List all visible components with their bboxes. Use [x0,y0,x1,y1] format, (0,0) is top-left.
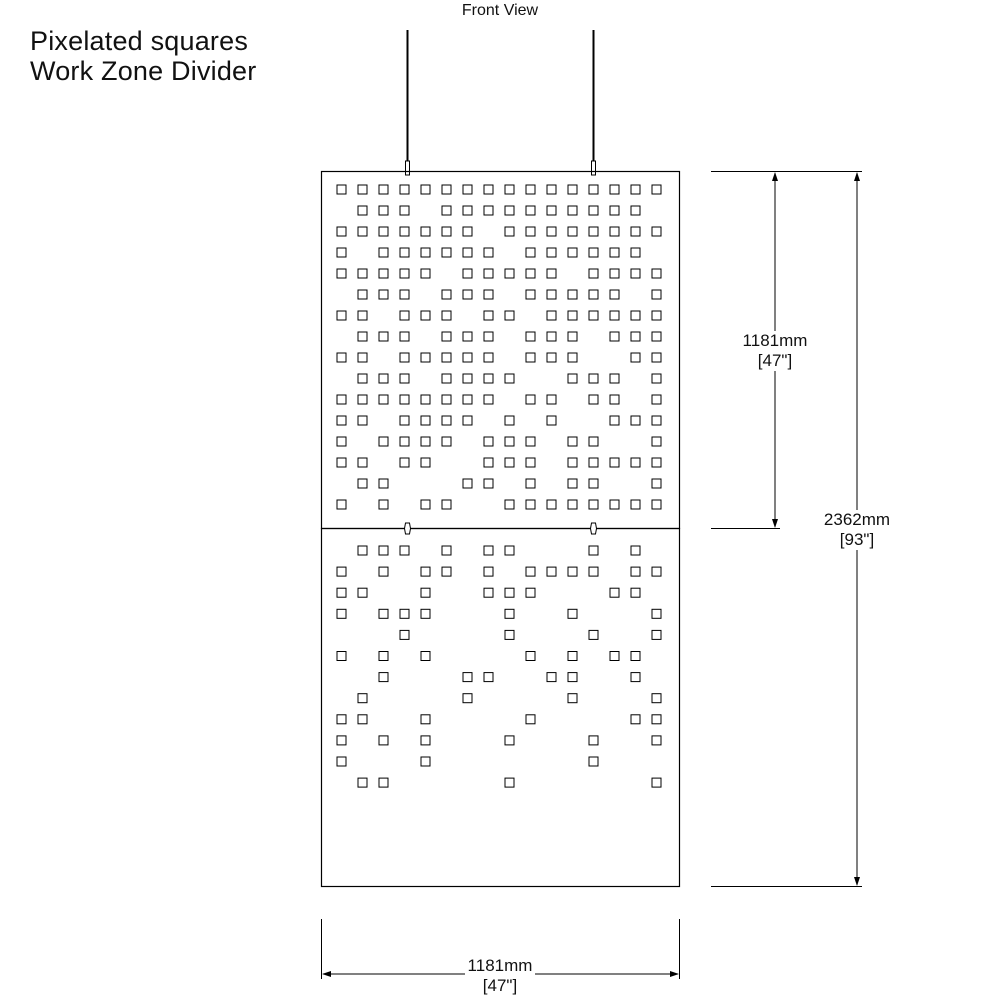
perforation-square [421,500,430,509]
perforation-square [463,185,472,194]
perforation-square [568,652,577,661]
perforation-square [484,290,493,299]
perforation-square [379,374,388,383]
perforation-square [610,416,619,425]
perforation-square [421,185,430,194]
perforation-square [337,227,346,236]
perforation-square [568,673,577,682]
perforation-square [610,290,619,299]
perforation-square [358,546,367,555]
perforation-square [400,546,409,555]
perforation-square [547,227,556,236]
perforation-square [652,395,661,404]
perforation-square [337,395,346,404]
perforation-square [589,736,598,745]
upper-panel-squares [337,185,661,509]
title-line-1: Pixelated squares [30,26,249,56]
perforation-square [442,567,451,576]
dim-width-arrow-right [670,971,679,977]
perforation-square [400,609,409,618]
perforation-square [463,353,472,362]
perforation-square [337,715,346,724]
perforation-square [631,269,640,278]
perforation-square [631,673,640,682]
perforation-square [568,479,577,488]
perforation-square [358,374,367,383]
perforation-square [400,185,409,194]
perforation-square [610,374,619,383]
perforation-square [652,500,661,509]
perforation-square [358,206,367,215]
perforation-square [484,588,493,597]
perforation-square [484,311,493,320]
perforation-square [379,736,388,745]
perforation-square [589,185,598,194]
perforation-square [547,395,556,404]
perforation-square [505,609,514,618]
perforation-square [337,588,346,597]
perforation-square [400,269,409,278]
dim-total-mm: 2362mm [823,510,891,529]
perforation-square [631,332,640,341]
perforation-square [652,715,661,724]
dim-upper-arrow-bottom [772,519,778,528]
perforation-square [337,185,346,194]
perforation-square [442,395,451,404]
perforation-square [358,227,367,236]
perforation-square [484,248,493,257]
perforation-square [631,715,640,724]
perforation-square [463,332,472,341]
perforation-square [358,588,367,597]
perforation-square [610,269,619,278]
perforation-square [589,437,598,446]
perforation-square [631,248,640,257]
perforation-square [547,290,556,299]
lower-panel-squares [337,546,661,787]
perforation-square [505,630,514,639]
perforation-square [589,311,598,320]
perforation-square [589,500,598,509]
perforation-square [526,227,535,236]
perforation-square [652,185,661,194]
perforation-square [400,311,409,320]
dim-upper-label [735,331,815,371]
perforation-square [379,500,388,509]
perforation-square [652,332,661,341]
perforation-square [421,652,430,661]
perforation-square [505,458,514,467]
perforation-square [568,458,577,467]
perforation-square [631,185,640,194]
perforation-square [589,374,598,383]
perforation-square [568,374,577,383]
perforation-square [547,206,556,215]
perforation-square [442,206,451,215]
perforation-square [421,248,430,257]
perforation-square [358,395,367,404]
perforation-square [421,269,430,278]
perforation-square [463,479,472,488]
cable-clip-right [592,161,596,175]
view-label: Front View [461,2,539,19]
dim-total-arrow-bottom [854,877,860,886]
perforation-square [547,353,556,362]
perforation-square [400,630,409,639]
perforation-square [442,500,451,509]
perforation-square [610,311,619,320]
perforation-square [379,206,388,215]
perforation-square [631,652,640,661]
perforation-square [631,416,640,425]
dim-width-label [460,956,540,996]
perforation-square [337,567,346,576]
perforation-square [484,437,493,446]
perforation-square [526,185,535,194]
perforation-square [379,609,388,618]
perforation-square [358,458,367,467]
perforation-square [589,206,598,215]
dim-upper-inch: [47"] [757,351,793,370]
perforation-square [610,227,619,236]
panel-connector-left [405,523,411,534]
perforation-square [379,673,388,682]
perforation-square [484,185,493,194]
perforation-square [652,694,661,703]
perforation-square [610,652,619,661]
perforation-square [358,290,367,299]
perforation-square [463,248,472,257]
perforation-square [484,479,493,488]
perforation-square [526,290,535,299]
perforation-square [337,757,346,766]
perforation-square [484,567,493,576]
perforation-square [526,479,535,488]
perforation-square [379,652,388,661]
perforation-square [484,546,493,555]
perforation-square [610,458,619,467]
perforation-square [484,353,493,362]
perforation-square [505,736,514,745]
perforation-square [442,546,451,555]
perforation-square [631,546,640,555]
perforation-square [652,609,661,618]
perforation-square [421,567,430,576]
perforation-square [463,206,472,215]
perforation-square [526,652,535,661]
perforation-square [652,630,661,639]
perforation-square [442,248,451,257]
perforation-square [379,437,388,446]
perforation-square [589,479,598,488]
perforation-square [421,609,430,618]
perforation-square [526,395,535,404]
perforation-square [589,757,598,766]
perforation-square [442,437,451,446]
perforation-square [589,290,598,299]
perforation-square [547,248,556,257]
perforation-square [652,227,661,236]
cable-clip-left [406,161,410,175]
perforation-square [568,567,577,576]
perforation-square [379,269,388,278]
perforation-square [589,269,598,278]
perforation-square [379,290,388,299]
perforation-square [652,290,661,299]
perforation-square [589,567,598,576]
perforation-square [337,416,346,425]
perforation-square [463,694,472,703]
perforation-square [358,269,367,278]
perforation-square [358,694,367,703]
perforation-square [400,332,409,341]
perforation-square [568,311,577,320]
perforation-square [610,588,619,597]
perforation-square [337,353,346,362]
dim-width-arrow-left [322,971,331,977]
perforation-square [505,185,514,194]
perforation-square [505,588,514,597]
perforation-square [505,546,514,555]
perforation-square [652,311,661,320]
perforation-square [568,206,577,215]
perforation-square [400,206,409,215]
perforation-square [526,353,535,362]
perforation-square [379,546,388,555]
perforation-square [421,227,430,236]
perforation-square [421,437,430,446]
perforation-square [568,248,577,257]
perforation-square [337,652,346,661]
perforation-square [358,332,367,341]
perforation-square [400,374,409,383]
perforation-square [421,458,430,467]
perforation-square [631,353,640,362]
perforation-square [505,500,514,509]
perforation-square [400,416,409,425]
dim-total-inch: [93"] [839,530,875,549]
perforation-square [526,458,535,467]
perforation-square [610,395,619,404]
perforation-square [652,374,661,383]
perforation-square [337,458,346,467]
perforation-square [400,290,409,299]
perforation-square [652,567,661,576]
perforation-square [547,416,556,425]
perforation-square [610,332,619,341]
perforation-square [526,248,535,257]
perforation-square [442,416,451,425]
perforation-square [652,479,661,488]
perforation-square [631,458,640,467]
perforation-square [589,395,598,404]
perforation-square [358,778,367,787]
perforation-square [442,227,451,236]
perforation-square [421,757,430,766]
perforation-square [610,500,619,509]
perforation-square [547,500,556,509]
perforation-square [358,715,367,724]
perforation-square [400,395,409,404]
perforation-square [589,248,598,257]
perforation-square [379,479,388,488]
perforation-square [337,269,346,278]
perforation-square [358,185,367,194]
dim-width-inch: [47"] [482,976,518,995]
perforation-square [379,778,388,787]
perforation-square [568,609,577,618]
perforation-square [484,395,493,404]
perforation-square [484,673,493,682]
perforation-square [421,353,430,362]
perforation-square [379,567,388,576]
perforation-square [589,227,598,236]
perforation-square [421,588,430,597]
perforation-square [379,227,388,236]
perforation-square [484,458,493,467]
perforation-square [526,332,535,341]
perforation-square [400,248,409,257]
perforation-square [568,290,577,299]
perforation-square [463,395,472,404]
perforation-square [442,332,451,341]
dim-total-label [812,510,902,550]
perforation-square [631,567,640,576]
perforation-square [484,269,493,278]
perforation-square [358,353,367,362]
perforation-square [463,290,472,299]
perforation-square [547,332,556,341]
perforation-square [400,227,409,236]
lower-panel [322,529,680,887]
perforation-square [505,227,514,236]
perforation-square [526,269,535,278]
perforation-square [526,500,535,509]
perforation-square [526,715,535,724]
perforation-square [505,437,514,446]
dim-width-mm: 1181mm [465,956,536,976]
perforation-square [421,736,430,745]
perforation-square [631,311,640,320]
perforation-square [547,269,556,278]
perforation-square [400,353,409,362]
perforation-square [442,353,451,362]
perforation-square [379,332,388,341]
perforation-square [421,416,430,425]
perforation-square [568,185,577,194]
perforation-square [526,588,535,597]
perforation-square [652,416,661,425]
perforation-square [547,567,556,576]
perforation-square [505,269,514,278]
perforation-square [358,479,367,488]
perforation-square [526,567,535,576]
perforation-square [568,437,577,446]
perforation-square [379,248,388,257]
perforation-square [547,185,556,194]
perforation-square [442,374,451,383]
dim-upper-mm: 1181mm [742,331,808,350]
perforation-square [400,458,409,467]
perforation-square [631,588,640,597]
perforation-square [442,185,451,194]
perforation-square [337,311,346,320]
perforation-square [526,206,535,215]
perforation-square [463,374,472,383]
perforation-square [547,311,556,320]
perforation-square [442,311,451,320]
perforation-square [484,374,493,383]
perforation-square [337,437,346,446]
perforation-square [463,673,472,682]
perforation-square [379,395,388,404]
perforation-square [568,332,577,341]
perforation-square [526,437,535,446]
perforation-square [337,736,346,745]
perforation-square [652,736,661,745]
perforation-square [463,269,472,278]
perforation-square [568,227,577,236]
perforation-square [421,311,430,320]
perforation-square [568,500,577,509]
perforation-square [610,206,619,215]
perforation-square [610,248,619,257]
perforation-square [337,248,346,257]
perforation-square [589,458,598,467]
perforation-square [463,416,472,425]
perforation-square [631,227,640,236]
upper-panel [322,172,680,529]
title-line-2: Work Zone Divider [30,56,257,86]
perforation-square [484,332,493,341]
perforation-square [652,353,661,362]
perforation-square [337,500,346,509]
perforation-square [358,416,367,425]
perforation-square [421,395,430,404]
perforation-square [358,311,367,320]
perforation-square [442,290,451,299]
perforation-square [547,673,556,682]
perforation-square [568,353,577,362]
perforation-square [652,458,661,467]
perforation-square [400,437,409,446]
dim-upper-arrow-top [772,172,778,181]
perforation-square [505,374,514,383]
perforation-square [652,437,661,446]
perforation-square [505,311,514,320]
perforation-square [421,715,430,724]
perforation-square [505,206,514,215]
perforation-square [652,269,661,278]
perforation-square [589,630,598,639]
perforation-square [379,185,388,194]
perforation-square [652,778,661,787]
perforation-square [484,206,493,215]
perforation-square [505,416,514,425]
perforation-square [631,500,640,509]
perforation-square [631,206,640,215]
perforation-square [337,609,346,618]
dim-total-arrow-top [854,172,860,181]
perforation-square [505,778,514,787]
perforation-square [610,185,619,194]
perforation-square [589,546,598,555]
perforation-square [568,694,577,703]
perforation-square [463,227,472,236]
panel-connector-right [591,523,597,534]
